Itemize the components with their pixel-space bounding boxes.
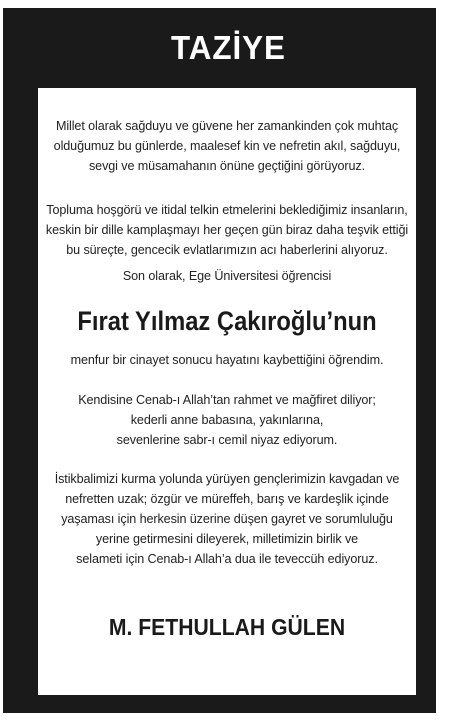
- notice-content: [38, 88, 416, 695]
- paragraph-line: bu süreçte, gencecik evlatlarımızın acı haberlerini alıyoruz.: [66, 243, 388, 257]
- page-title: TAZİYE: [170, 29, 286, 66]
- paragraph-line: Son olarak, Ege Üniversitesi öğrencisi: [122, 269, 332, 283]
- paragraph-4: [38, 350, 416, 370]
- paragraph-line: olduğumuz bu günlerde, maalesef kin ve nefretin akıl, sağduyu,: [53, 139, 401, 153]
- deceased-name: Fırat Yılmaz Çakıroğlu’nun: [77, 306, 377, 336]
- paragraph-line: Millet olarak sağduyu ve güvene her zamankinden çok muhtaç: [55, 119, 399, 133]
- paragraph-3: [38, 266, 416, 286]
- paragraph-line: Topluma hoşgörü ve itidal telkin etmelerini beklediğimiz insanların,: [46, 203, 408, 217]
- paragraph-line: keskin bir dille kamplaşmayı her geçen gün biraz daha teşvik ettiği: [45, 223, 409, 237]
- paragraph-1: [38, 116, 416, 176]
- paragraph-line: selameti için Cenab-ı Allah’a dua ile teveccüh ediyoruz.: [76, 552, 378, 566]
- paragraph-2: [38, 200, 416, 260]
- black-border-frame: [3, 8, 436, 713]
- header-banner: [82, 16, 374, 80]
- paragraph-line: sevenlerine sabr-ı cemil niyaz ediyorum.: [116, 433, 338, 447]
- signature: M. FETHULLAH GÜLEN: [108, 614, 346, 640]
- paragraph-line: menfur bir cinayet sonucu hayatını kaybettiğini öğrendim.: [70, 353, 384, 367]
- paragraph-line: yerine getirmesini dileyerek, milletimizin birlik ve: [95, 532, 359, 546]
- paragraph-line: Kendisine Cenab-ı Allah’tan rahmet ve mağfiret diliyor;: [78, 393, 376, 407]
- notice-body: [38, 88, 416, 695]
- paragraph-line: İstikbalimizi kurma yolunda yürüyen gençlerimizin kavgadan ve: [54, 472, 400, 486]
- paragraph-6: [38, 469, 416, 569]
- paragraph-5: [38, 390, 416, 450]
- paragraph-line: kederli anne babasına, yakınlarına,: [130, 413, 324, 427]
- paragraph-line: sevgi ve müsamahanın önüne geçtiğini görüyoruz.: [88, 159, 366, 173]
- paragraph-line: yaşaması için herkesin üzerine düşen gayret ve sorumluluğu: [61, 512, 393, 526]
- paragraph-line: nefretten uzak; özgür ve müreffeh, barış ve kardeşlik içinde: [65, 492, 389, 506]
